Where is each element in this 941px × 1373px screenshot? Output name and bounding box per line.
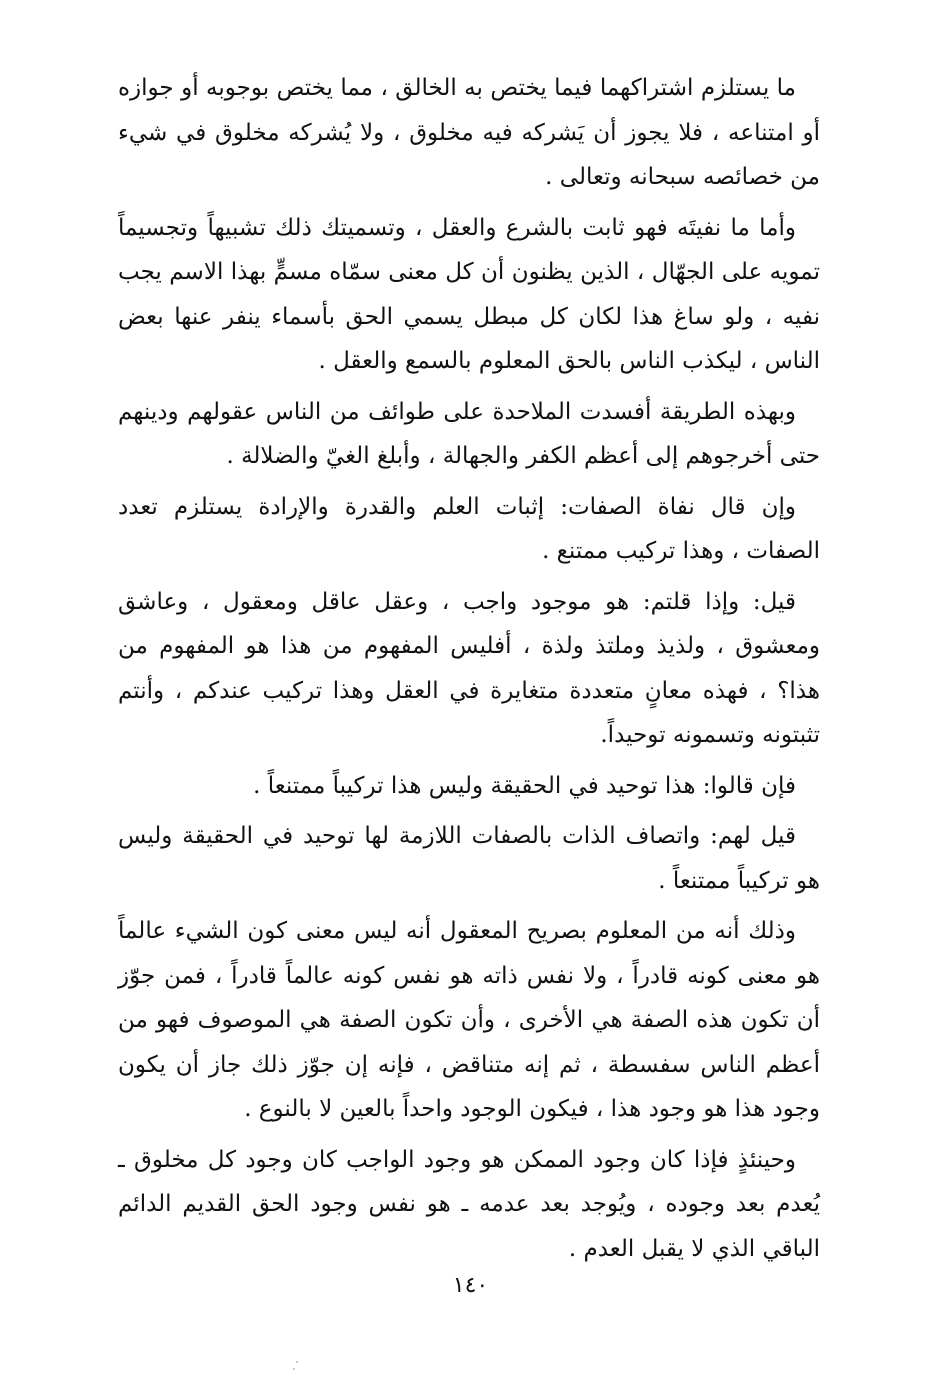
paragraph-3: وبهذه الطريقة أفسدت الملاحدة على طوائف من الناس عقولهم ودينهم حتى أخرجوهم إلى أعظم الكفر والجهالة ، وأبلغ الغيّ والضلالة .	[118, 398, 820, 469]
paragraph-1: ما يستلزم اشتراكهما فيما يختص به الخالق ، مما يختص بوجوبه أو جوازه أو امتناعه ، فلا يجوز أن يَشركه فيه مخلوق ، ولا يُشركه مخلوق في شيء من خصائصه سبحانه وتعالى .	[118, 75, 820, 190]
scan-speck	[293, 1368, 295, 1370]
scan-speck	[296, 1361, 298, 1363]
paragraph-5: قيل: وإذا قلتم: هو موجود واجب ، وعقل عاقل ومعقول ، وعاشق ومعشوق ، ولذيذ وملتذ ولذة ، أفليس المفهوم من هذا هو المفهوم من هذا؟ ، فهذه معانٍ متعددة متغايرة في العقل وهذا تركيب عندكم ، وأنتم تثبتونه وتسمونه توحيداً.	[118, 588, 820, 748]
page-number: ١٤٠	[452, 1273, 489, 1298]
paragraph-7: قيل لهم: واتصاف الذات بالصفات اللازمة لها توحيد في الحقيقة وليس هو تركيباً ممتنعاً .	[118, 823, 820, 894]
paragraph-4: وإن قال نفاة الصفات: إثبات العلم والقدرة والإرادة يستلزم تعدد الصفات ، وهذا تركيب ممتنع .	[118, 493, 820, 564]
paragraph-6: فإن قالوا: هذا توحيد في الحقيقة وليس هذا تركيباً ممتنعاً .	[253, 772, 796, 799]
paragraph-2: وأما ما نفيتَه فهو ثابت بالشرع والعقل ، وتسميتك ذلك تشبيهاً وتجسيماً تمويه على الجهّال ، الذين يظنون أن كل معنى سمّاه مسمٍّ بهذا الاسم يجب نفيه ، ولو ساغ هذا لكان كل مبطل يسمي الحق بأسماء ينفر عنها بعض الناس ، ليكذب الناس بالحق المعلوم بالسمع والعقل .	[118, 214, 820, 374]
paragraph-9: وحينئذٍ فإذا كان وجود الممكن هو وجود الواجب كان وجود كل مخلوق ـ يُعدم بعد وجوده ، ويُوجد بعد عدمه ـ هو نفس وجود الحق القديم الدائم الباقي الذي لا يقبل العدم .	[118, 1146, 820, 1262]
page-body	[118, 66, 820, 1277]
paragraph-8: وذلك أنه من المعلوم بصريح المعقول أنه ليس معنى كون الشيء عالماً هو معنى كونه قادراً ، ولا نفس ذاته هو نفس كونه عالماً قادراً ، فمن جوّز أن تكون هذه الصفة هي الأخرى ، وأن تكون الصفة هي الموصوف فهو من أعظم الناس سفسطة ، ثم إنه متناقض ، فإنه إن جوّز ذلك جاز أن يكون وجود هذا هو وجود هذا ، فيكون الوجود واحداً بالعين لا بالنوع .	[118, 918, 820, 1122]
